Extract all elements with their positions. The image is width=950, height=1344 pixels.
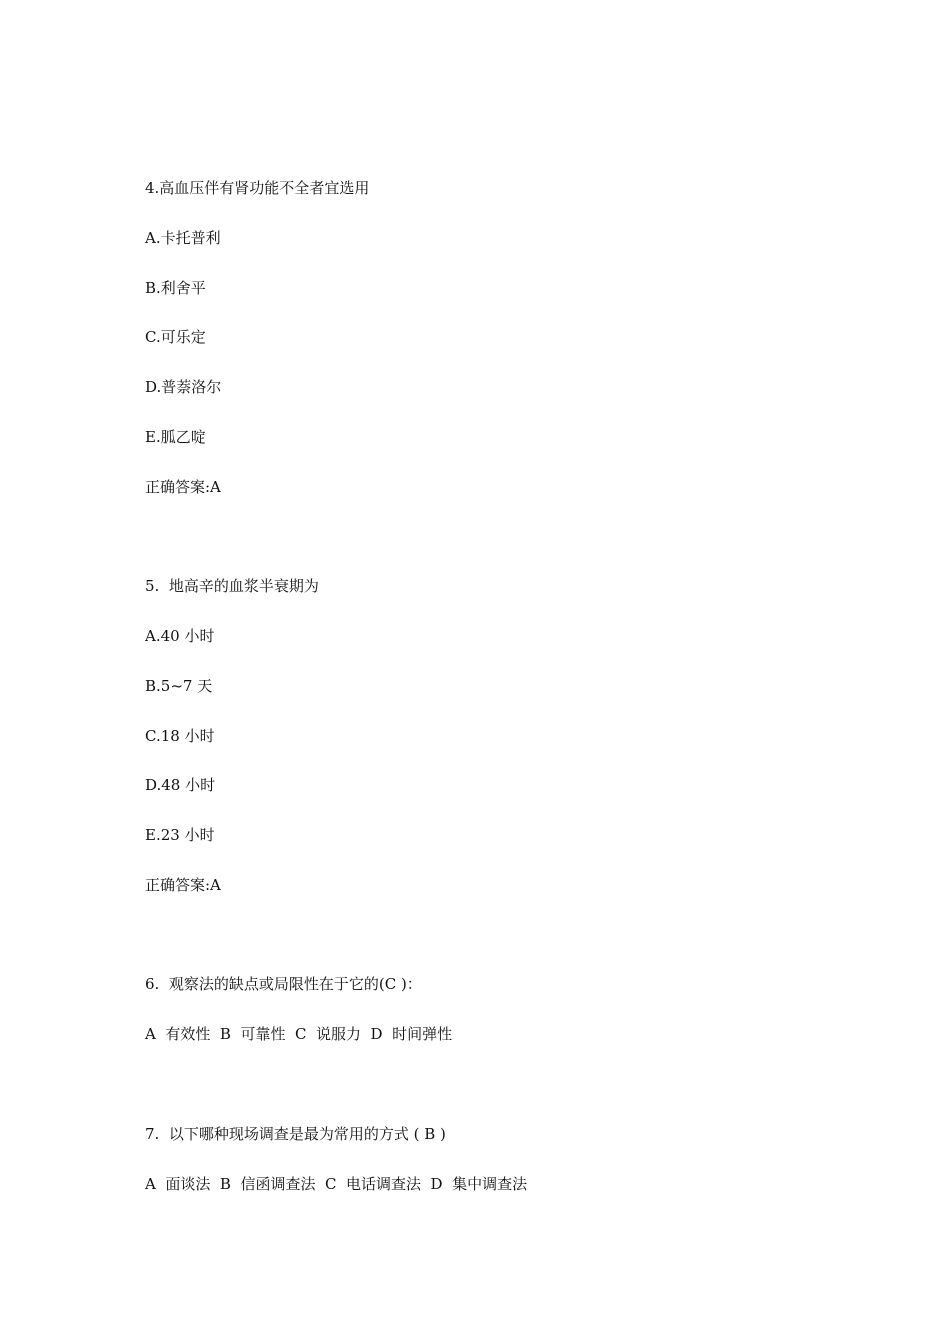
question-5-option-b: B.5~7 天 (145, 677, 213, 695)
question-5-option-a: A.40 小时 (145, 627, 215, 645)
question-4-option-e: E.胍乙啶 (145, 428, 206, 446)
question-5-text: 5. 地高辛的血浆半衰期为 (145, 577, 319, 595)
question-4-option-b: B.利舍平 (145, 279, 206, 297)
question-5-answer: 正确答案:A (145, 876, 221, 894)
question-4-text: 4.高血压伴有肾功能不全者宜选用 (145, 179, 370, 197)
question-7-text: 7. 以下哪种现场调查是最为常用的方式 ( B ) (145, 1125, 446, 1143)
question-6-text: 6. 观察法的缺点或局限性在于它的(C )： (145, 975, 422, 993)
question-7-options: A 面谈法 B 信函调查法 C 电话调查法 D 集中调查法 (145, 1175, 528, 1193)
question-4-option-d: D.普萘洛尔 (145, 378, 222, 396)
question-6-options: A 有效性 B 可靠性 C 说服力 D 时间弹性 (145, 1025, 453, 1043)
question-5-option-c: C.18 小时 (145, 727, 215, 745)
question-4-option-c: C.可乐定 (145, 328, 206, 346)
question-5-option-e: E.23 小时 (145, 826, 215, 844)
question-4-option-a: A.卡托普利 (145, 229, 221, 247)
question-5-option-d: D.48 小时 (145, 776, 216, 794)
question-4-answer: 正确答案:A (145, 478, 221, 496)
